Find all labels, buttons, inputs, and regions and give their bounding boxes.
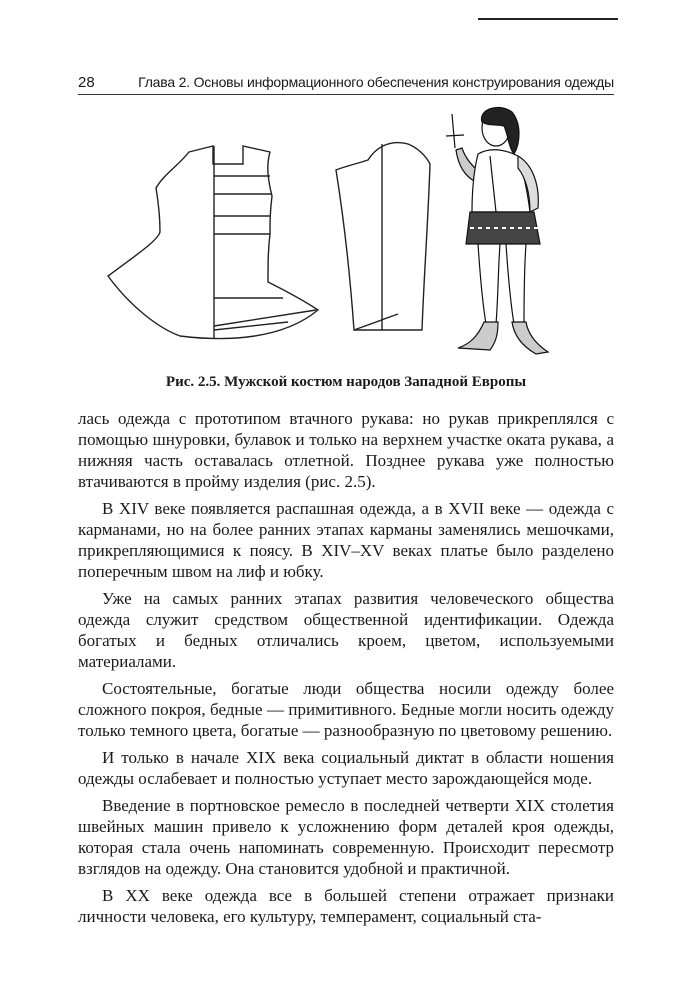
running-header [78,60,614,96]
paragraph: В XIV веке появляется распашная одежда, а в XVII веке — одежда с карманами, но на более ранних этапах карманы заменялись мешочками, прикрепляющимися к поясу. В XIV–XV веках платье было разделено поперечным швом на лиф и юбку. [78,499,614,581]
paragraph: Состоятельные, богатые люди общества носили одежду более сложного покроя, бедные — примитивного. Бедные могли носить одежду только темного цвета, богатые — разнообразную по цветовому решению. [78,679,614,740]
costumed-figure [446,107,548,354]
figure-caption: Рис. 2.5. Мужской костюм народов Западной Европы [165,374,527,390]
paragraph: В XX веке одежда все в большей степени отражает признаки личности человека, его культуру, темперамент, социальный ста- [78,886,614,926]
figure-men-costume [78,104,614,366]
paragraph: Уже на самых ранних этапах развития человеческого общества одежда служит средством общественной идентификации. Одежда богатых и бедных отличались кроем, цветом, используемыми материалами. [78,589,614,671]
body-text [78,408,614,933]
sleeve-pattern [336,143,430,330]
costume-illustration [78,104,614,366]
paragraph: лась одежда с прототипом втачного рукава: но рукав прикреплялся с помощью шнуровки, булавок и только на верхнем участке оката рукава, а нижняя часть оставалась отлетной. Позднее рукава уже полностью втачиваются в пройму изделия (рис. 2.5). [78,409,614,491]
header-rule [78,94,614,95]
page-number: 28 [78,74,95,91]
paragraph: И только в начале XIX века социальный диктат в области ношения одежды ослабевает и полностью уступает место зарождающейся моде. [78,748,614,788]
paragraph: Введение в портновское ремесло в последней четверти XIX столетия швейных машин привело к усложнению форм деталей кроя одежды, которая стала очень напоминать современную. Происходит пересмотр взглядов на одежду. Она становится удобной и практичной. [78,796,614,878]
bodice-pattern [108,146,318,339]
chapter-title: Глава 2. Основы информационного обеспечения конструирования одежды [138,74,614,90]
top-decorative-rule [478,18,618,20]
